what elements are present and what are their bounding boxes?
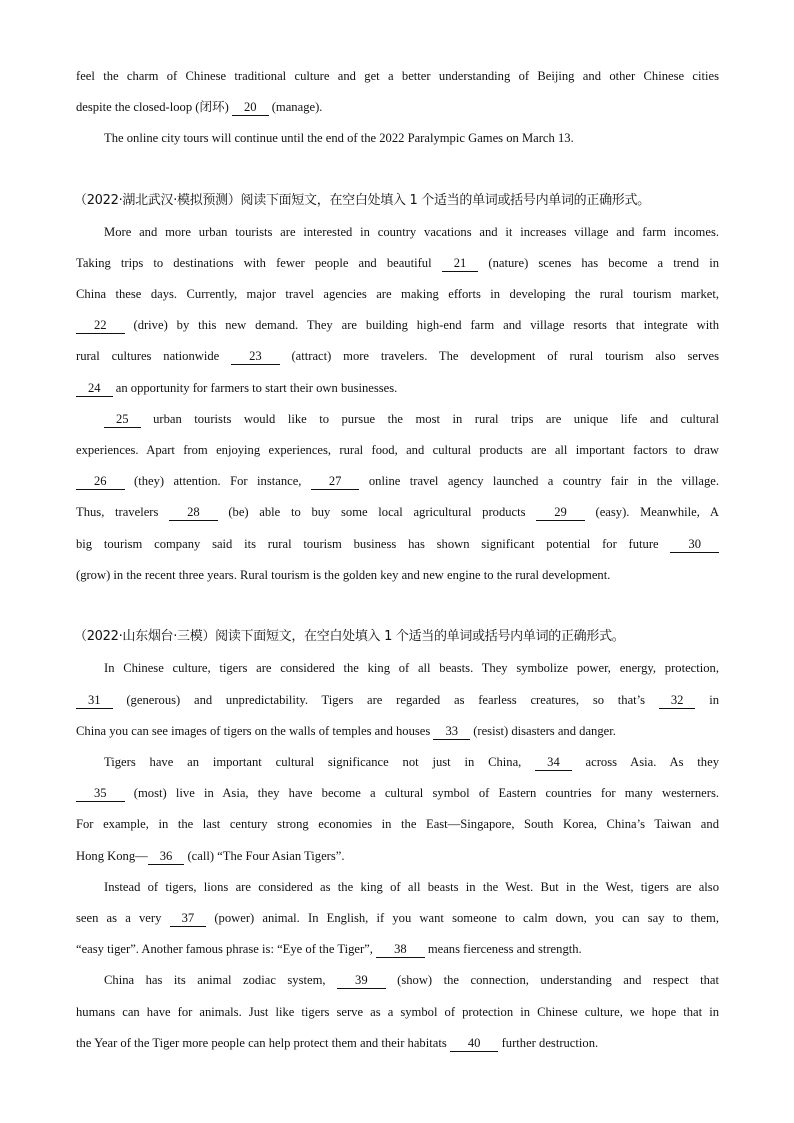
- text-line: [76, 315, 719, 335]
- blank-40[interactable]: 40: [450, 1036, 499, 1052]
- text-segment: big tourism company said its rural tourism business has shown significant potential for future: [76, 537, 671, 551]
- text-segment: More and more urban tourists are interested in country vacations and it increases village and farm incomes.: [104, 225, 719, 239]
- text-line: [76, 1002, 719, 1022]
- text-line: [104, 970, 719, 990]
- blank-37[interactable]: 37: [170, 911, 207, 927]
- text-line: [76, 502, 719, 522]
- text-segment: Taking trips to destinations with fewer people and beautiful: [76, 256, 442, 270]
- blank-28[interactable]: 28: [169, 505, 218, 521]
- text-segment: means fierceness and strength.: [424, 942, 582, 956]
- blank-24[interactable]: 24: [76, 381, 113, 397]
- text-segment: In Chinese culture, tigers are considered the king of all beasts. They symbolize power, energy, protection,: [104, 661, 719, 675]
- text-segment: rural cultures nationwide: [76, 349, 232, 363]
- text-segment: (easy). Meanwhile, A: [584, 505, 719, 519]
- text-line: [76, 440, 719, 460]
- text-line: [76, 378, 719, 398]
- blank-23[interactable]: 23: [231, 349, 280, 365]
- text-segment: humans can have for animals. Just like tigers serve as a symbol of protection in Chinese culture, we hope that in: [76, 1005, 719, 1019]
- text-line: [76, 253, 719, 273]
- blank-27[interactable]: 27: [311, 474, 360, 490]
- text-segment: (grow) in the recent three years. Rural tourism is the golden key and new engine to the rural development.: [76, 568, 611, 582]
- blank-36[interactable]: 36: [148, 849, 185, 865]
- text-segment: (generous) and unpredictability. Tigers are regarded as fearless creatures, so that’s: [112, 693, 659, 707]
- text-segment: (power) animal. In English, if you want someone to calm down, you can say to them,: [206, 911, 719, 925]
- text-line: [104, 222, 719, 242]
- text-segment: （2022·山东烟台·三模）阅读下面短文，在空白处填入 1 个适当的单词或括号内单词的正确形式。: [74, 629, 625, 644]
- text-line: [76, 565, 719, 585]
- text-segment: China you can see images of tigers on the walls of temples and houses: [76, 724, 434, 738]
- question-heading: [74, 627, 717, 647]
- blank-32[interactable]: 32: [659, 693, 696, 709]
- text-segment: (most) live in Asia, they have become a cultural symbol of Eastern countries for many westerners.: [124, 786, 719, 800]
- text-line: [76, 814, 719, 834]
- text-line: [76, 846, 719, 866]
- text-segment: experiences. Apart from enjoying experiences, rural food, and cultural products are all important factors to draw: [76, 443, 719, 457]
- text-segment: an opportunity for farmers to start their own businesses.: [112, 381, 398, 395]
- text-segment: The online city tours will continue until the end of the 2022 Paralympic Games on March 13.: [104, 131, 574, 145]
- text-segment: Hong Kong—: [76, 849, 148, 863]
- text-segment: (drive) by this new demand. They are building high-end farm and village resorts that integrate with: [124, 318, 719, 332]
- text-segment: (resist) disasters and danger.: [470, 724, 616, 738]
- text-segment: urban tourists would like to pursue the most in rural trips are unique life and cultural: [140, 412, 719, 426]
- text-line: [76, 1033, 719, 1053]
- text-segment: in: [695, 693, 719, 707]
- blank-38[interactable]: 38: [376, 942, 425, 958]
- blank-20[interactable]: 20: [232, 100, 269, 116]
- text-line: [76, 783, 719, 803]
- blank-30[interactable]: 30: [670, 537, 719, 553]
- text-segment: （2022·湖北武汉·模拟预测）阅读下面短文，在空白处填入 1 个适当的单词或括号内单词的正确形式。: [74, 193, 650, 208]
- text-segment: (they) attention. For instance,: [124, 474, 311, 488]
- text-segment: feel the charm of Chinese traditional culture and get a better understanding of Beijing and other Chinese cities: [76, 69, 719, 83]
- text-line: [104, 128, 719, 148]
- text-line: [76, 721, 719, 741]
- blank-33[interactable]: 33: [433, 724, 470, 740]
- text-segment: China these days. Currently, major travel agencies are making efforts in developing the rural tourism market,: [76, 287, 719, 301]
- blank-25[interactable]: 25: [104, 412, 141, 428]
- text-segment: Tigers have an important cultural significance not just in China,: [104, 755, 536, 769]
- blank-31[interactable]: 31: [76, 693, 113, 709]
- text-line: [76, 690, 719, 710]
- text-line: [76, 534, 719, 554]
- text-segment: For example, in the last century strong economies in the East—Singapore, South Korea, China’s Taiwan and: [76, 817, 719, 831]
- text-segment: across Asia. As they: [571, 755, 719, 769]
- text-segment: seen as a very: [76, 911, 170, 925]
- text-segment: (nature) scenes has become a trend in: [478, 256, 719, 270]
- blank-29[interactable]: 29: [536, 505, 585, 521]
- text-line: [76, 908, 719, 928]
- text-segment: despite the closed-loop (闭环): [76, 100, 232, 114]
- text-segment: the Year of the Tiger more people can help protect them and their habitats: [76, 1036, 450, 1050]
- text-segment: online travel agency launched a country fair in the village.: [359, 474, 719, 488]
- text-line: [76, 66, 719, 86]
- text-segment: “easy tiger”. Another famous phrase is: “Eye of the Tiger”,: [76, 942, 377, 956]
- blank-22[interactable]: 22: [76, 318, 125, 334]
- text-segment: (be) able to buy some local agricultural products: [217, 505, 537, 519]
- text-segment: (show) the connection, understanding and respect that: [385, 973, 719, 987]
- text-segment: (attract) more travelers. The development of rural tourism also serves: [279, 349, 719, 363]
- blank-21[interactable]: 21: [442, 256, 479, 272]
- text-segment: Thus, travelers: [76, 505, 170, 519]
- text-segment: China has its animal zodiac system,: [104, 973, 338, 987]
- text-segment: (manage).: [268, 100, 323, 114]
- text-line: [76, 97, 719, 117]
- text-line: [104, 877, 719, 897]
- blank-39[interactable]: 39: [337, 973, 386, 989]
- text-segment: further destruction.: [498, 1036, 599, 1050]
- question-heading: [74, 191, 717, 211]
- blank-26[interactable]: 26: [76, 474, 125, 490]
- text-line: [76, 471, 719, 491]
- text-line: [104, 752, 719, 772]
- blank-34[interactable]: 34: [535, 755, 572, 771]
- blank-35[interactable]: 35: [76, 786, 125, 802]
- text-segment: (call) “The Four Asian Tigers”.: [184, 849, 345, 863]
- text-line: [76, 939, 719, 959]
- text-line: [104, 658, 719, 678]
- text-line: [76, 284, 719, 304]
- text-line: [76, 346, 719, 366]
- text-segment: Instead of tigers, lions are considered as the king of all beasts in the West. But in the West, tigers are also: [104, 880, 719, 894]
- text-line: [104, 409, 719, 429]
